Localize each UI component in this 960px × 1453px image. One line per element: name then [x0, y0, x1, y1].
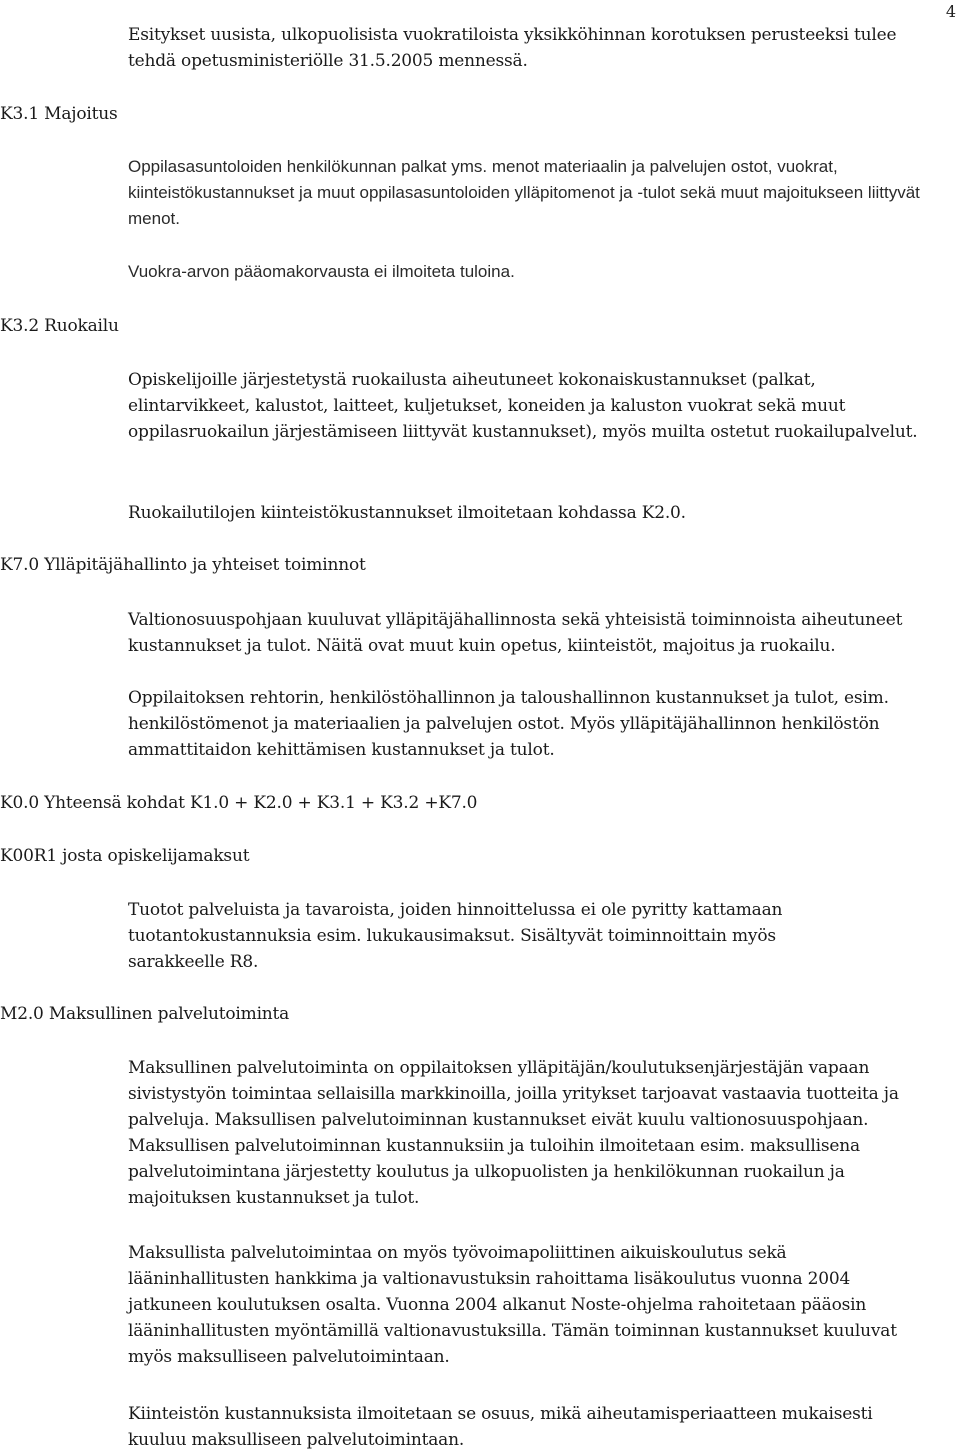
k70-paragraph-1: Valtionosuuspohjaan kuuluvat ylläpitäjähallinnosta sekä yhteisistä toiminnoista aiheutuneet kustannukset ja tulot. Näitä ovat muut kuin opetus, kiinteistöt, majoitus ja ruokailu.	[128, 610, 903, 656]
section-heading-k00: K0.0 Yhteensä kohdat K1.0 + K2.0 + K3.1 + K3.2 +K7.0	[0, 793, 478, 813]
k00r1-paragraph-1: Tuotot palveluista ja tavaroista, joiden hinnoittelussa ei ole pyritty kattamaan tuotantokustannuksia esim. lukukausimaksut. Sisältyvät toiminnoittain myös sarakkeelle R8.	[128, 900, 783, 972]
section-heading-k32: K3.2 Ruokailu	[0, 316, 119, 336]
m20-paragraph-2: Maksullista palvelutoimintaa on myös työvoimapoliittinen aikuiskoulutus sekä lääninhallitusten hankkima ja valtionavustuksin rahoittama lisäkoulutus vuonna 2004 jatkuneen koulutuksen osalta. Vuonna 2004 alkanut Noste-ohjelma rahoitetaan pääosin lääninhallitusten myöntämillä valtionavustuksilla. Tämän toiminnan kustannukset kuuluvat myös maksulliseen palvelutoimintaan.	[128, 1243, 897, 1367]
k32-paragraph-1: Opiskelijoille järjestetystä ruokailusta aiheutuneet kokonaiskustannukset (palkat, elintarvikkeet, kalustot, laitteet, kuljetukset, koneiden ja kaluston vuokrat sekä muut oppilasruokailun järjestämiseen liittyvät kustannukset), myös muilta ostetut ruokailupalvelut.	[128, 370, 918, 442]
page-number: 4	[945, 2, 956, 21]
section-heading-k00r1: K00R1 josta opiskelijamaksut	[0, 846, 250, 866]
section-heading-k70: K7.0 Ylläpitäjähallinto ja yhteiset toiminnot	[0, 555, 366, 575]
m20-paragraph-1: Maksullinen palvelutoiminta on oppilaitoksen ylläpitäjän/koulutuksenjärjestäjän vapaan sivistystyön toimintaa sellaisilla markkinoilla, joilla yritykset tarjoavat vastaavia tuotteita ja palveluja. Maksullisen palvelutoiminnan kustannukset eivät kuulu valtionosuuspohjaan. Maksullisen palvelutoiminnan kustannuksiin ja tuloihin ilmoitetaan esim. maksullisena palvelutoimintana järjestetty koulutus ja ulkopuolisten ja henkilökunnan ruokailun ja majoituksen kustannukset ja tulot.	[128, 1058, 899, 1208]
k31-paragraph-2: Vuokra-arvon pääomakorvausta ei ilmoiteta tuloina.	[128, 262, 515, 281]
m20-paragraph-3: Kiinteistön kustannuksista ilmoitetaan se osuus, mikä aiheutamisperiaatteen mukaisesti kuuluu maksulliseen palvelutoimintaan.	[128, 1404, 873, 1450]
k32-paragraph-2: Ruokailutilojen kiinteistökustannukset ilmoitetaan kohdassa K2.0.	[128, 503, 686, 523]
k31-paragraph-1: Oppilasasuntoloiden henkilökunnan palkat yms. menot materiaalin ja palvelujen ostot, vuokrat, kiinteistökustannukset ja muut oppilasasuntoloiden ylläpitomenot ja -tulot sekä muut majoitukseen liittyvät menot.	[128, 157, 920, 228]
k70-paragraph-2: Oppilaitoksen rehtorin, henkilöstöhallinnon ja taloushallinnon kustannukset ja tulot, esim. henkilöstömenot ja materiaalien ja palvelujen ostot. Myös ylläpitäjähallinnon henkilöstön ammattitaidon kehittämisen kustannukset ja tulot.	[128, 688, 889, 760]
section-heading-m20: M2.0 Maksullinen palvelutoiminta	[0, 1004, 290, 1024]
section-heading-k31: K3.1 Majoitus	[0, 104, 118, 124]
intro-paragraph: Esitykset uusista, ulkopuolisista vuokratiloista yksikköhinnan korotuksen perusteeksi tulee tehdä opetusministeriölle 31.5.2005 mennessä.	[128, 25, 897, 71]
